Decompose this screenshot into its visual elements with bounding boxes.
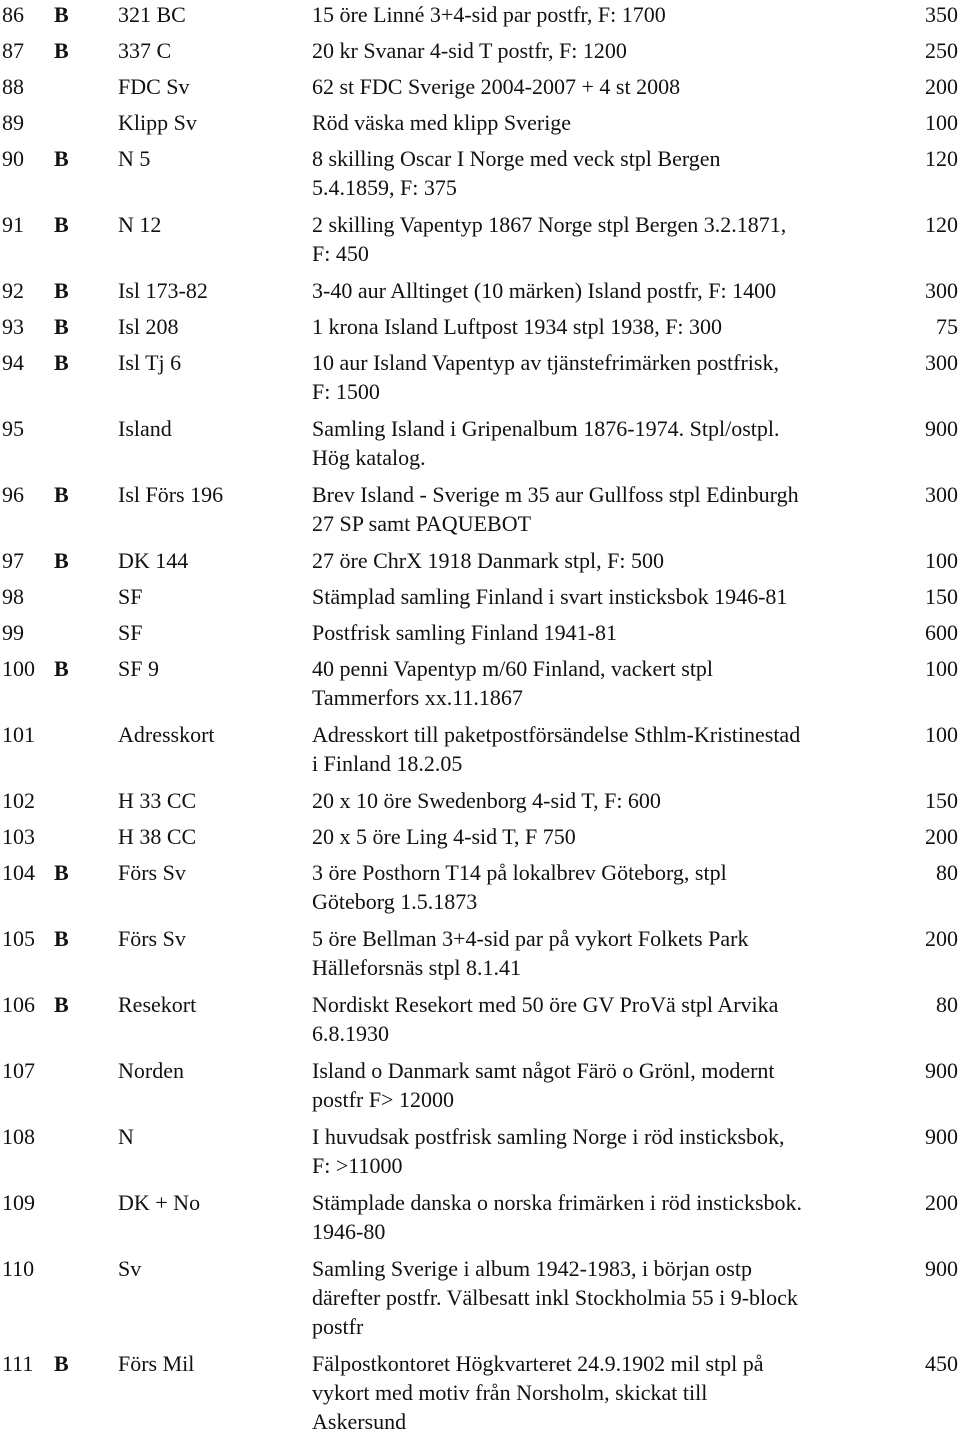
lot-row bbox=[0, 786, 960, 822]
lot-catalog-ref: N bbox=[118, 1124, 134, 1149]
lot-catalog-ref: DK 144 bbox=[118, 548, 189, 573]
lot-number: 111 bbox=[2, 1351, 34, 1376]
lot-description bbox=[312, 276, 902, 305]
lot-row bbox=[0, 654, 960, 720]
lot-price: 350 bbox=[925, 2, 958, 27]
lot-description-line: 8 skilling Oscar I Norge med veck stpl Bergen bbox=[312, 146, 721, 171]
lot-condition-mark: B bbox=[54, 1351, 69, 1376]
lot-row bbox=[0, 276, 960, 312]
lot-description bbox=[312, 990, 902, 1048]
lot-description bbox=[312, 1188, 902, 1246]
lot-number: 106 bbox=[2, 992, 35, 1017]
lot-catalog-ref: DK + No bbox=[118, 1190, 201, 1215]
lot-catalog-ref: Förs Mil bbox=[118, 1351, 195, 1376]
lot-condition-mark: B bbox=[54, 548, 69, 573]
lot-description-line: Tammerfors xx.11.1867 bbox=[312, 685, 523, 710]
lot-number: 98 bbox=[2, 584, 24, 609]
lot-catalog-ref: SF 9 bbox=[118, 656, 159, 681]
lot-row bbox=[0, 822, 960, 858]
lot-description-line: 5 öre Bellman 3+4-sid par på vykort Folkets Park bbox=[312, 926, 749, 951]
lot-row bbox=[0, 582, 960, 618]
lot-catalog-ref: 321 BC bbox=[118, 2, 186, 27]
lot-description-line: Samling Island i Gripenalbum 1876-1974. Stpl/ostpl. bbox=[312, 416, 780, 441]
lot-price: 100 bbox=[925, 722, 958, 747]
lot-catalog-ref: Adresskort bbox=[118, 722, 215, 747]
lot-description-line: 3-40 aur Alltinget (10 märken) Island postfr, F: 1400 bbox=[312, 278, 777, 303]
lot-number: 92 bbox=[2, 278, 24, 303]
lot-price: 900 bbox=[925, 1058, 958, 1083]
lot-number: 97 bbox=[2, 548, 24, 573]
lot-description-line: 3 öre Posthorn T14 på lokalbrev Göteborg, stpl bbox=[312, 860, 727, 885]
lot-catalog-ref: Förs Sv bbox=[118, 926, 186, 951]
lot-number: 99 bbox=[2, 620, 24, 645]
lot-price: 80 bbox=[936, 860, 958, 885]
lot-description-line: Nordiskt Resekort med 50 öre GV ProVä stpl Arvika bbox=[312, 992, 779, 1017]
lot-description bbox=[312, 720, 902, 778]
lot-catalog-ref: FDC Sv bbox=[118, 74, 190, 99]
lot-number: 95 bbox=[2, 416, 24, 441]
lot-description-line: Samling Sverige i album 1942-1983, i början ostp bbox=[312, 1256, 752, 1281]
lot-row bbox=[0, 72, 960, 108]
lot-price: 200 bbox=[925, 74, 958, 99]
lot-description-line: Fälpostkontoret Högkvarteret 24.9.1902 mil stpl på bbox=[312, 1351, 764, 1376]
lot-number: 101 bbox=[2, 722, 35, 747]
lot-catalog-ref: N 5 bbox=[118, 146, 151, 171]
lot-number: 107 bbox=[2, 1058, 35, 1083]
lot-condition-mark: B bbox=[54, 38, 69, 63]
lot-description bbox=[312, 480, 902, 538]
lot-description bbox=[312, 618, 902, 647]
lot-description-line: 15 öre Linné 3+4-sid par postfr, F: 1700 bbox=[312, 2, 666, 27]
lot-description-line: Stämplad samling Finland i svart insticksbok 1946-81 bbox=[312, 584, 788, 609]
lot-condition-mark: B bbox=[54, 992, 69, 1017]
lot-price: 120 bbox=[925, 212, 958, 237]
lot-number: 109 bbox=[2, 1190, 35, 1215]
lot-condition-mark: B bbox=[54, 860, 69, 885]
lot-description-line: 27 SP samt PAQUEBOT bbox=[312, 511, 532, 536]
lot-description-line: Stämplade danska o norska frimärken i röd insticksbok. bbox=[312, 1190, 803, 1215]
lot-description-line: F: 1500 bbox=[312, 379, 380, 404]
lot-description-line: postfr bbox=[312, 1314, 364, 1339]
lot-description-line: 62 st FDC Sverige 2004-2007 + 4 st 2008 bbox=[312, 74, 681, 99]
lot-description-line: Askersund bbox=[312, 1409, 407, 1434]
lot-description bbox=[312, 414, 902, 472]
lot-description-line: 27 öre ChrX 1918 Danmark stpl, F: 500 bbox=[312, 548, 664, 573]
lot-price: 250 bbox=[925, 38, 958, 63]
lot-price: 300 bbox=[925, 278, 958, 303]
lot-description-line: Röd väska med klipp Sverige bbox=[312, 110, 572, 135]
lot-description bbox=[312, 72, 902, 101]
lot-description-line: 2 skilling Vapentyp 1867 Norge stpl Bergen 3.2.1871, bbox=[312, 212, 787, 237]
lot-description bbox=[312, 1056, 902, 1114]
lot-catalog-ref: N 12 bbox=[118, 212, 162, 237]
lot-description bbox=[312, 1349, 902, 1436]
lot-price: 900 bbox=[925, 1256, 958, 1281]
lot-row bbox=[0, 990, 960, 1056]
lot-price: 100 bbox=[925, 656, 958, 681]
lot-description bbox=[312, 1122, 902, 1180]
lot-price: 150 bbox=[925, 584, 958, 609]
lot-description-line: 20 x 10 öre Swedenborg 4-sid T, F: 600 bbox=[312, 788, 661, 813]
lot-catalog-ref: Norden bbox=[118, 1058, 184, 1083]
lot-price: 900 bbox=[925, 1124, 958, 1149]
lot-description-line: 6.8.1930 bbox=[312, 1021, 389, 1046]
lot-price: 200 bbox=[925, 824, 958, 849]
lot-description bbox=[312, 654, 902, 712]
lot-description bbox=[312, 0, 902, 29]
lot-description-line: postfr F> 12000 bbox=[312, 1087, 454, 1112]
lot-condition-mark: B bbox=[54, 482, 69, 507]
lot-row bbox=[0, 1349, 960, 1444]
lot-description-line: vykort med motiv från Norsholm, skickat till bbox=[312, 1380, 708, 1405]
lot-description-line: därefter postfr. Välbesatt inkl Stockholmia 55 i 9-block bbox=[312, 1285, 798, 1310]
lot-price: 200 bbox=[925, 1190, 958, 1215]
lot-catalog-ref: Sv bbox=[118, 1256, 142, 1281]
lot-catalog-ref: Förs Sv bbox=[118, 860, 186, 885]
lot-description-line: 20 x 5 öre Ling 4-sid T, F 750 bbox=[312, 824, 576, 849]
lot-description bbox=[312, 210, 902, 268]
lot-description-line: 5.4.1859, F: 375 bbox=[312, 175, 457, 200]
lot-description-line: Hälleforsnäs stpl 8.1.41 bbox=[312, 955, 521, 980]
lot-row bbox=[0, 618, 960, 654]
lot-row bbox=[0, 480, 960, 546]
lot-row bbox=[0, 144, 960, 210]
lot-number: 91 bbox=[2, 212, 24, 237]
lot-row bbox=[0, 858, 960, 924]
lot-condition-mark: B bbox=[54, 926, 69, 951]
lot-number: 93 bbox=[2, 314, 24, 339]
lot-condition-mark: B bbox=[54, 314, 69, 339]
lot-description bbox=[312, 1254, 902, 1341]
lot-description bbox=[312, 348, 902, 406]
lot-row bbox=[0, 108, 960, 144]
lot-description bbox=[312, 786, 902, 815]
lot-description-line: F: 450 bbox=[312, 241, 369, 266]
lot-price: 100 bbox=[925, 548, 958, 573]
lot-description-line: I huvudsak postfrisk samling Norge i röd insticksbok, bbox=[312, 1124, 785, 1149]
lot-catalog-ref: Resekort bbox=[118, 992, 197, 1017]
lot-price: 600 bbox=[925, 620, 958, 645]
lot-description bbox=[312, 924, 902, 982]
lot-catalog-ref: H 38 CC bbox=[118, 824, 197, 849]
lot-number: 103 bbox=[2, 824, 35, 849]
lot-price: 150 bbox=[925, 788, 958, 813]
lot-price: 450 bbox=[925, 1351, 958, 1376]
lot-price: 80 bbox=[936, 992, 958, 1017]
lot-condition-mark: B bbox=[54, 278, 69, 303]
lot-catalog-ref: SF bbox=[118, 584, 143, 609]
lot-row bbox=[0, 414, 960, 480]
lot-row bbox=[0, 720, 960, 786]
lot-condition-mark: B bbox=[54, 2, 69, 27]
lot-description-line: 10 aur Island Vapentyp av tjänstefrimärken postfrisk, bbox=[312, 350, 779, 375]
lot-catalog-ref: Isl Förs 196 bbox=[118, 482, 224, 507]
lot-row bbox=[0, 1188, 960, 1254]
lot-description bbox=[312, 822, 902, 851]
lot-row bbox=[0, 924, 960, 990]
lot-description bbox=[312, 582, 902, 611]
lot-description bbox=[312, 144, 902, 202]
lot-description-line: 1946-80 bbox=[312, 1219, 386, 1244]
lot-row bbox=[0, 210, 960, 276]
lot-description-line: F: >11000 bbox=[312, 1153, 403, 1178]
lot-description-line: 40 penni Vapentyp m/60 Finland, vackert stpl bbox=[312, 656, 714, 681]
lot-number: 90 bbox=[2, 146, 24, 171]
lot-description-line: 1 krona Island Luftpost 1934 stpl 1938, F: 300 bbox=[312, 314, 723, 339]
lot-catalog-ref: H 33 CC bbox=[118, 788, 197, 813]
lot-number: 87 bbox=[2, 38, 24, 63]
lot-row bbox=[0, 0, 960, 36]
lot-catalog-ref: Isl Tj 6 bbox=[118, 350, 182, 375]
lot-description bbox=[312, 108, 902, 137]
lot-number: 102 bbox=[2, 788, 35, 813]
lot-condition-mark: B bbox=[54, 146, 69, 171]
lot-row bbox=[0, 348, 960, 414]
lot-description bbox=[312, 858, 902, 916]
lot-price: 900 bbox=[925, 416, 958, 441]
lot-description-line: Island o Danmark samt något Färö o Grönl, modernt bbox=[312, 1058, 775, 1083]
lot-price: 200 bbox=[925, 926, 958, 951]
lot-row bbox=[0, 312, 960, 348]
lot-catalog-ref: Klipp Sv bbox=[118, 110, 197, 135]
lot-number: 86 bbox=[2, 2, 24, 27]
lot-description bbox=[312, 312, 902, 341]
lot-row bbox=[0, 1122, 960, 1188]
lot-catalog-ref: Isl 173-82 bbox=[118, 278, 208, 303]
lot-catalog-ref: Island bbox=[118, 416, 172, 441]
lot-row bbox=[0, 1056, 960, 1122]
lot-catalog-ref: 337 C bbox=[118, 38, 172, 63]
lot-number: 94 bbox=[2, 350, 24, 375]
lot-number: 89 bbox=[2, 110, 24, 135]
lot-row bbox=[0, 546, 960, 582]
lot-number: 108 bbox=[2, 1124, 35, 1149]
lot-price: 120 bbox=[925, 146, 958, 171]
lot-catalog-ref: Isl 208 bbox=[118, 314, 179, 339]
lot-condition-mark: B bbox=[54, 212, 69, 237]
lot-catalog-ref: SF bbox=[118, 620, 143, 645]
lot-description-line: Hög katalog. bbox=[312, 445, 426, 470]
lot-description-line: Brev Island - Sverige m 35 aur Gullfoss stpl Edinburgh bbox=[312, 482, 799, 507]
lot-price: 300 bbox=[925, 482, 958, 507]
lot-description bbox=[312, 36, 902, 65]
lot-number: 96 bbox=[2, 482, 24, 507]
lot-number: 110 bbox=[2, 1256, 35, 1281]
lot-condition-mark: B bbox=[54, 656, 69, 681]
lot-description-line: i Finland 18.2.05 bbox=[312, 751, 463, 776]
lot-row bbox=[0, 1254, 960, 1349]
lot-description bbox=[312, 546, 902, 575]
lot-description-line: Postfrisk samling Finland 1941-81 bbox=[312, 620, 617, 645]
lot-condition-mark: B bbox=[54, 350, 69, 375]
lot-number: 104 bbox=[2, 860, 35, 885]
lot-price: 75 bbox=[936, 314, 958, 339]
lot-description-line: 20 kr Svanar 4-sid T postfr, F: 1200 bbox=[312, 38, 627, 63]
lot-price: 100 bbox=[925, 110, 958, 135]
lot-row bbox=[0, 36, 960, 72]
lot-description-line: Adresskort till paketpostförsändelse Sthlm-Kristinestad bbox=[312, 722, 801, 747]
lot-number: 100 bbox=[2, 656, 35, 681]
lot-price: 300 bbox=[925, 350, 958, 375]
lot-number: 105 bbox=[2, 926, 35, 951]
lot-number: 88 bbox=[2, 74, 24, 99]
lot-description-line: Göteborg 1.5.1873 bbox=[312, 889, 478, 914]
